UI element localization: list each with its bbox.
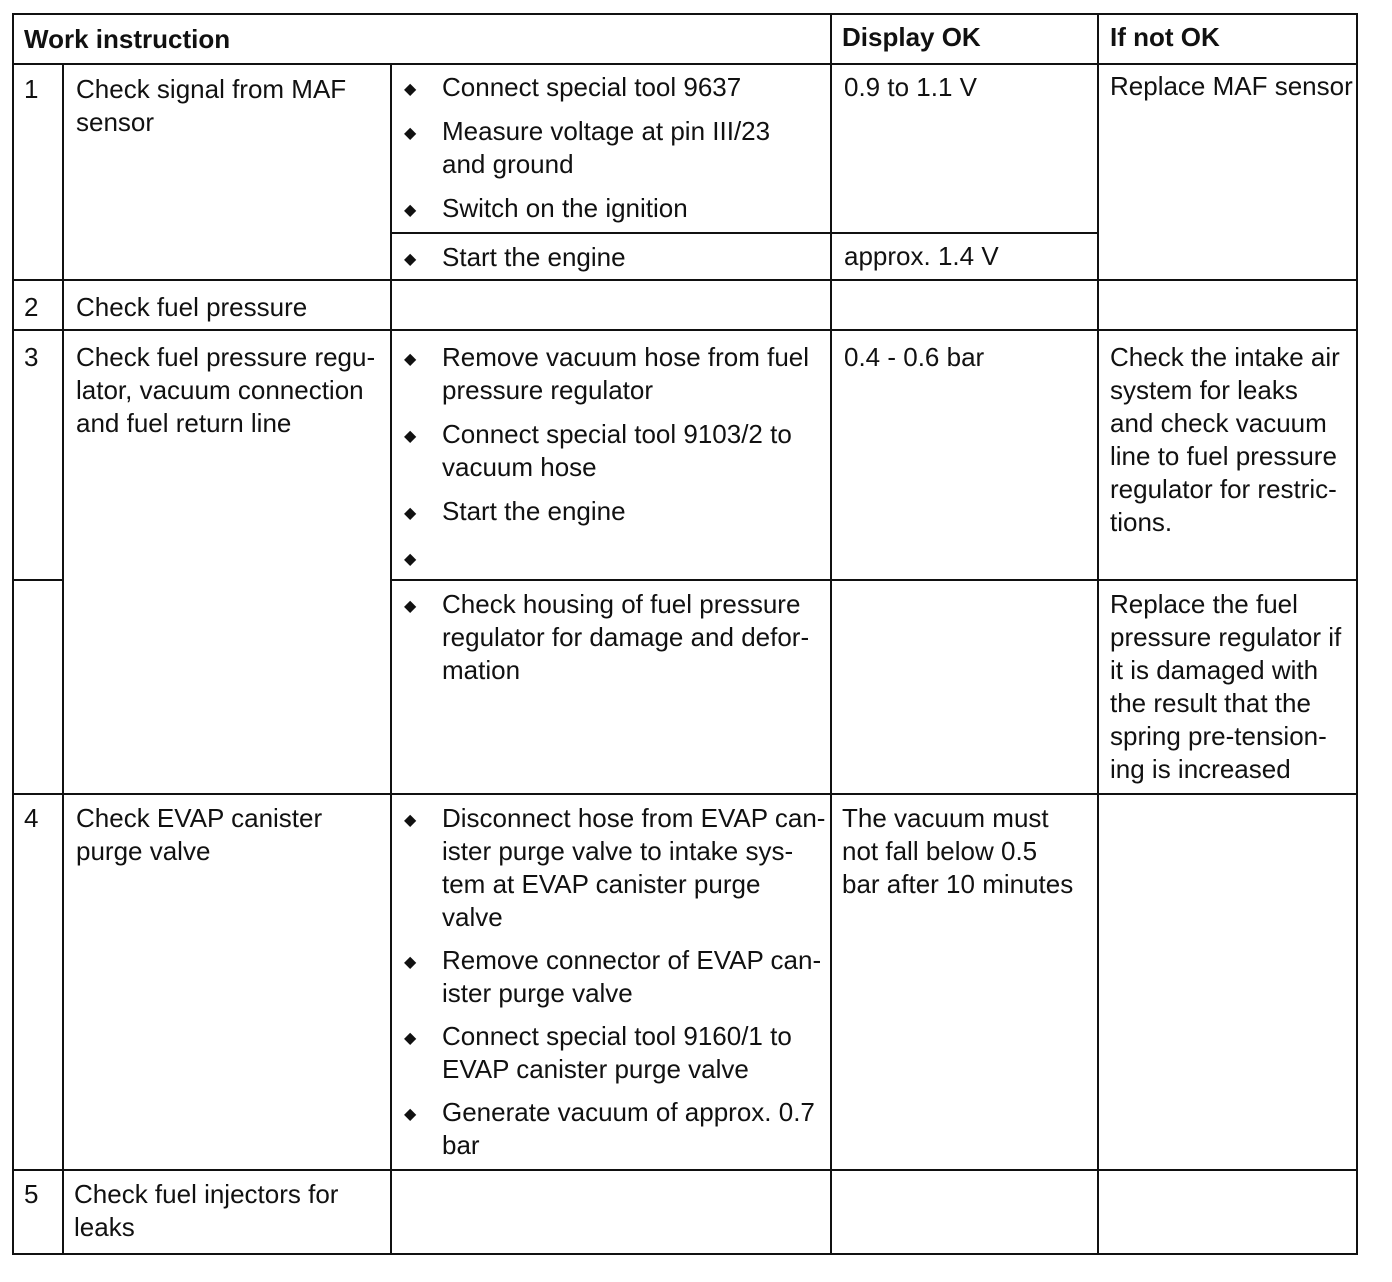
bullet-icon: ◆	[404, 81, 417, 98]
step-number: 2	[24, 292, 39, 322]
bullet-icon: ◆	[404, 812, 417, 829]
step-title-line: purge valve	[76, 836, 211, 866]
bullet-icon: ◆	[404, 598, 417, 615]
row-line-3-split-num	[12, 579, 64, 581]
divider-task	[390, 63, 392, 1255]
action-text: Remove connector of EVAP can-	[442, 945, 822, 975]
action-text: Connect special tool 9160/1 to	[442, 1021, 792, 1051]
bullet-icon: ◆	[404, 428, 417, 445]
bullet-icon: ◆	[404, 351, 417, 368]
table-border-right	[1356, 13, 1358, 1255]
step-number: 4	[24, 803, 39, 833]
if-not-text: the result that the	[1110, 688, 1311, 718]
display-value: 0.4 - 0.6 bar	[844, 342, 985, 372]
row-line-header	[12, 63, 1358, 65]
action-text: tem at EVAP canister purge	[442, 869, 761, 899]
bullet-icon: ◆	[404, 551, 417, 568]
display-value: not fall below 0.5	[842, 836, 1038, 866]
row-line-1-split	[390, 232, 1099, 234]
step-title-line: and fuel return line	[76, 408, 292, 438]
action-text: Switch on the ignition	[442, 193, 688, 223]
action-text: Generate vacuum of approx. 0.7	[442, 1097, 815, 1127]
action-text: bar	[442, 1130, 480, 1160]
action-text: Connect special tool 9637	[442, 72, 742, 102]
if-not-text: line to fuel pressure	[1110, 441, 1337, 471]
display-value: bar after 10 minutes	[842, 869, 1074, 899]
if-not-text: pressure regulator if	[1110, 622, 1342, 652]
step-title-line: Check fuel pressure regu-	[76, 342, 376, 372]
header-work-instruction: Work instruction	[24, 24, 231, 54]
action-text: valve	[442, 902, 503, 932]
row-line-3-split	[390, 579, 1358, 581]
row-line-2	[12, 329, 1358, 331]
action-text: and ground	[442, 149, 574, 179]
row-line-1	[12, 279, 1358, 281]
bullet-icon: ◆	[404, 125, 417, 142]
if-not-text: it is damaged with	[1110, 655, 1319, 685]
if-not-text: system for leaks	[1110, 375, 1298, 405]
step-number: 3	[24, 342, 39, 372]
header-if-not-ok: If not OK	[1110, 22, 1220, 52]
action-text: Start the engine	[442, 496, 626, 526]
table-border-left	[12, 13, 14, 1255]
divider-ifnot	[1097, 13, 1099, 1255]
if-not-text: Replace the fuel	[1110, 589, 1298, 619]
action-text: mation	[442, 655, 521, 685]
bullet-icon: ◆	[404, 1030, 417, 1047]
action-text: vacuum hose	[442, 452, 597, 482]
action-text: Connect special tool 9103/2 to	[442, 419, 792, 449]
row-line-4	[12, 1169, 1358, 1171]
action-text: EVAP canister purge valve	[442, 1054, 749, 1084]
if-not-text: Replace MAF sensor	[1110, 71, 1353, 101]
divider-display	[830, 13, 832, 1255]
bullet-icon: ◆	[404, 505, 417, 522]
bullet-icon: ◆	[404, 1106, 417, 1123]
action-text: Remove vacuum hose from fuel	[442, 342, 810, 372]
action-text: Start the engine	[442, 242, 626, 272]
if-not-text: and check vacuum	[1110, 408, 1327, 438]
bullet-icon: ◆	[404, 251, 417, 268]
bullet-icon: ◆	[404, 202, 417, 219]
step-title-line: Check fuel injectors for	[74, 1179, 339, 1209]
action-text: ister purge valve	[442, 978, 633, 1008]
action-text: Disconnect hose from EVAP can-	[442, 803, 826, 833]
step-title-line: sensor	[76, 107, 155, 137]
table-border-top	[12, 13, 1358, 15]
action-text: Measure voltage at pin III/23	[442, 116, 771, 146]
display-value: approx. 1.4 V	[844, 241, 999, 271]
if-not-text: tions.	[1110, 507, 1173, 537]
step-title-line: Check EVAP canister	[76, 803, 323, 833]
display-value: The vacuum must	[842, 803, 1049, 833]
step-number: 5	[24, 1179, 39, 1209]
action-text: ister purge valve to intake sys-	[442, 836, 794, 866]
bullet-icon: ◆	[404, 954, 417, 971]
step-title-line: leaks	[74, 1212, 135, 1242]
if-not-text: spring pre-tension-	[1110, 721, 1327, 751]
display-value: 0.9 to 1.1 V	[844, 72, 977, 102]
step-title-line: lator, vacuum connection	[76, 375, 364, 405]
if-not-text: ing is increased	[1110, 754, 1291, 784]
table-border-bottom	[12, 1253, 1358, 1255]
if-not-text: regulator for restric-	[1110, 474, 1337, 504]
step-number: 1	[24, 74, 39, 104]
header-display-ok: Display OK	[842, 22, 981, 52]
action-text: Check housing of fuel pressure	[442, 589, 801, 619]
step-title-line: Check signal from MAF	[76, 74, 347, 104]
step-title-line: Check fuel pressure	[76, 292, 308, 322]
divider-num	[62, 63, 64, 1255]
if-not-text: Check the intake air	[1110, 342, 1340, 372]
action-text: pressure regulator	[442, 375, 653, 405]
action-text: regulator for damage and defor-	[442, 622, 810, 652]
row-line-3	[12, 793, 1358, 795]
work-instruction-table	[12, 13, 1358, 1255]
